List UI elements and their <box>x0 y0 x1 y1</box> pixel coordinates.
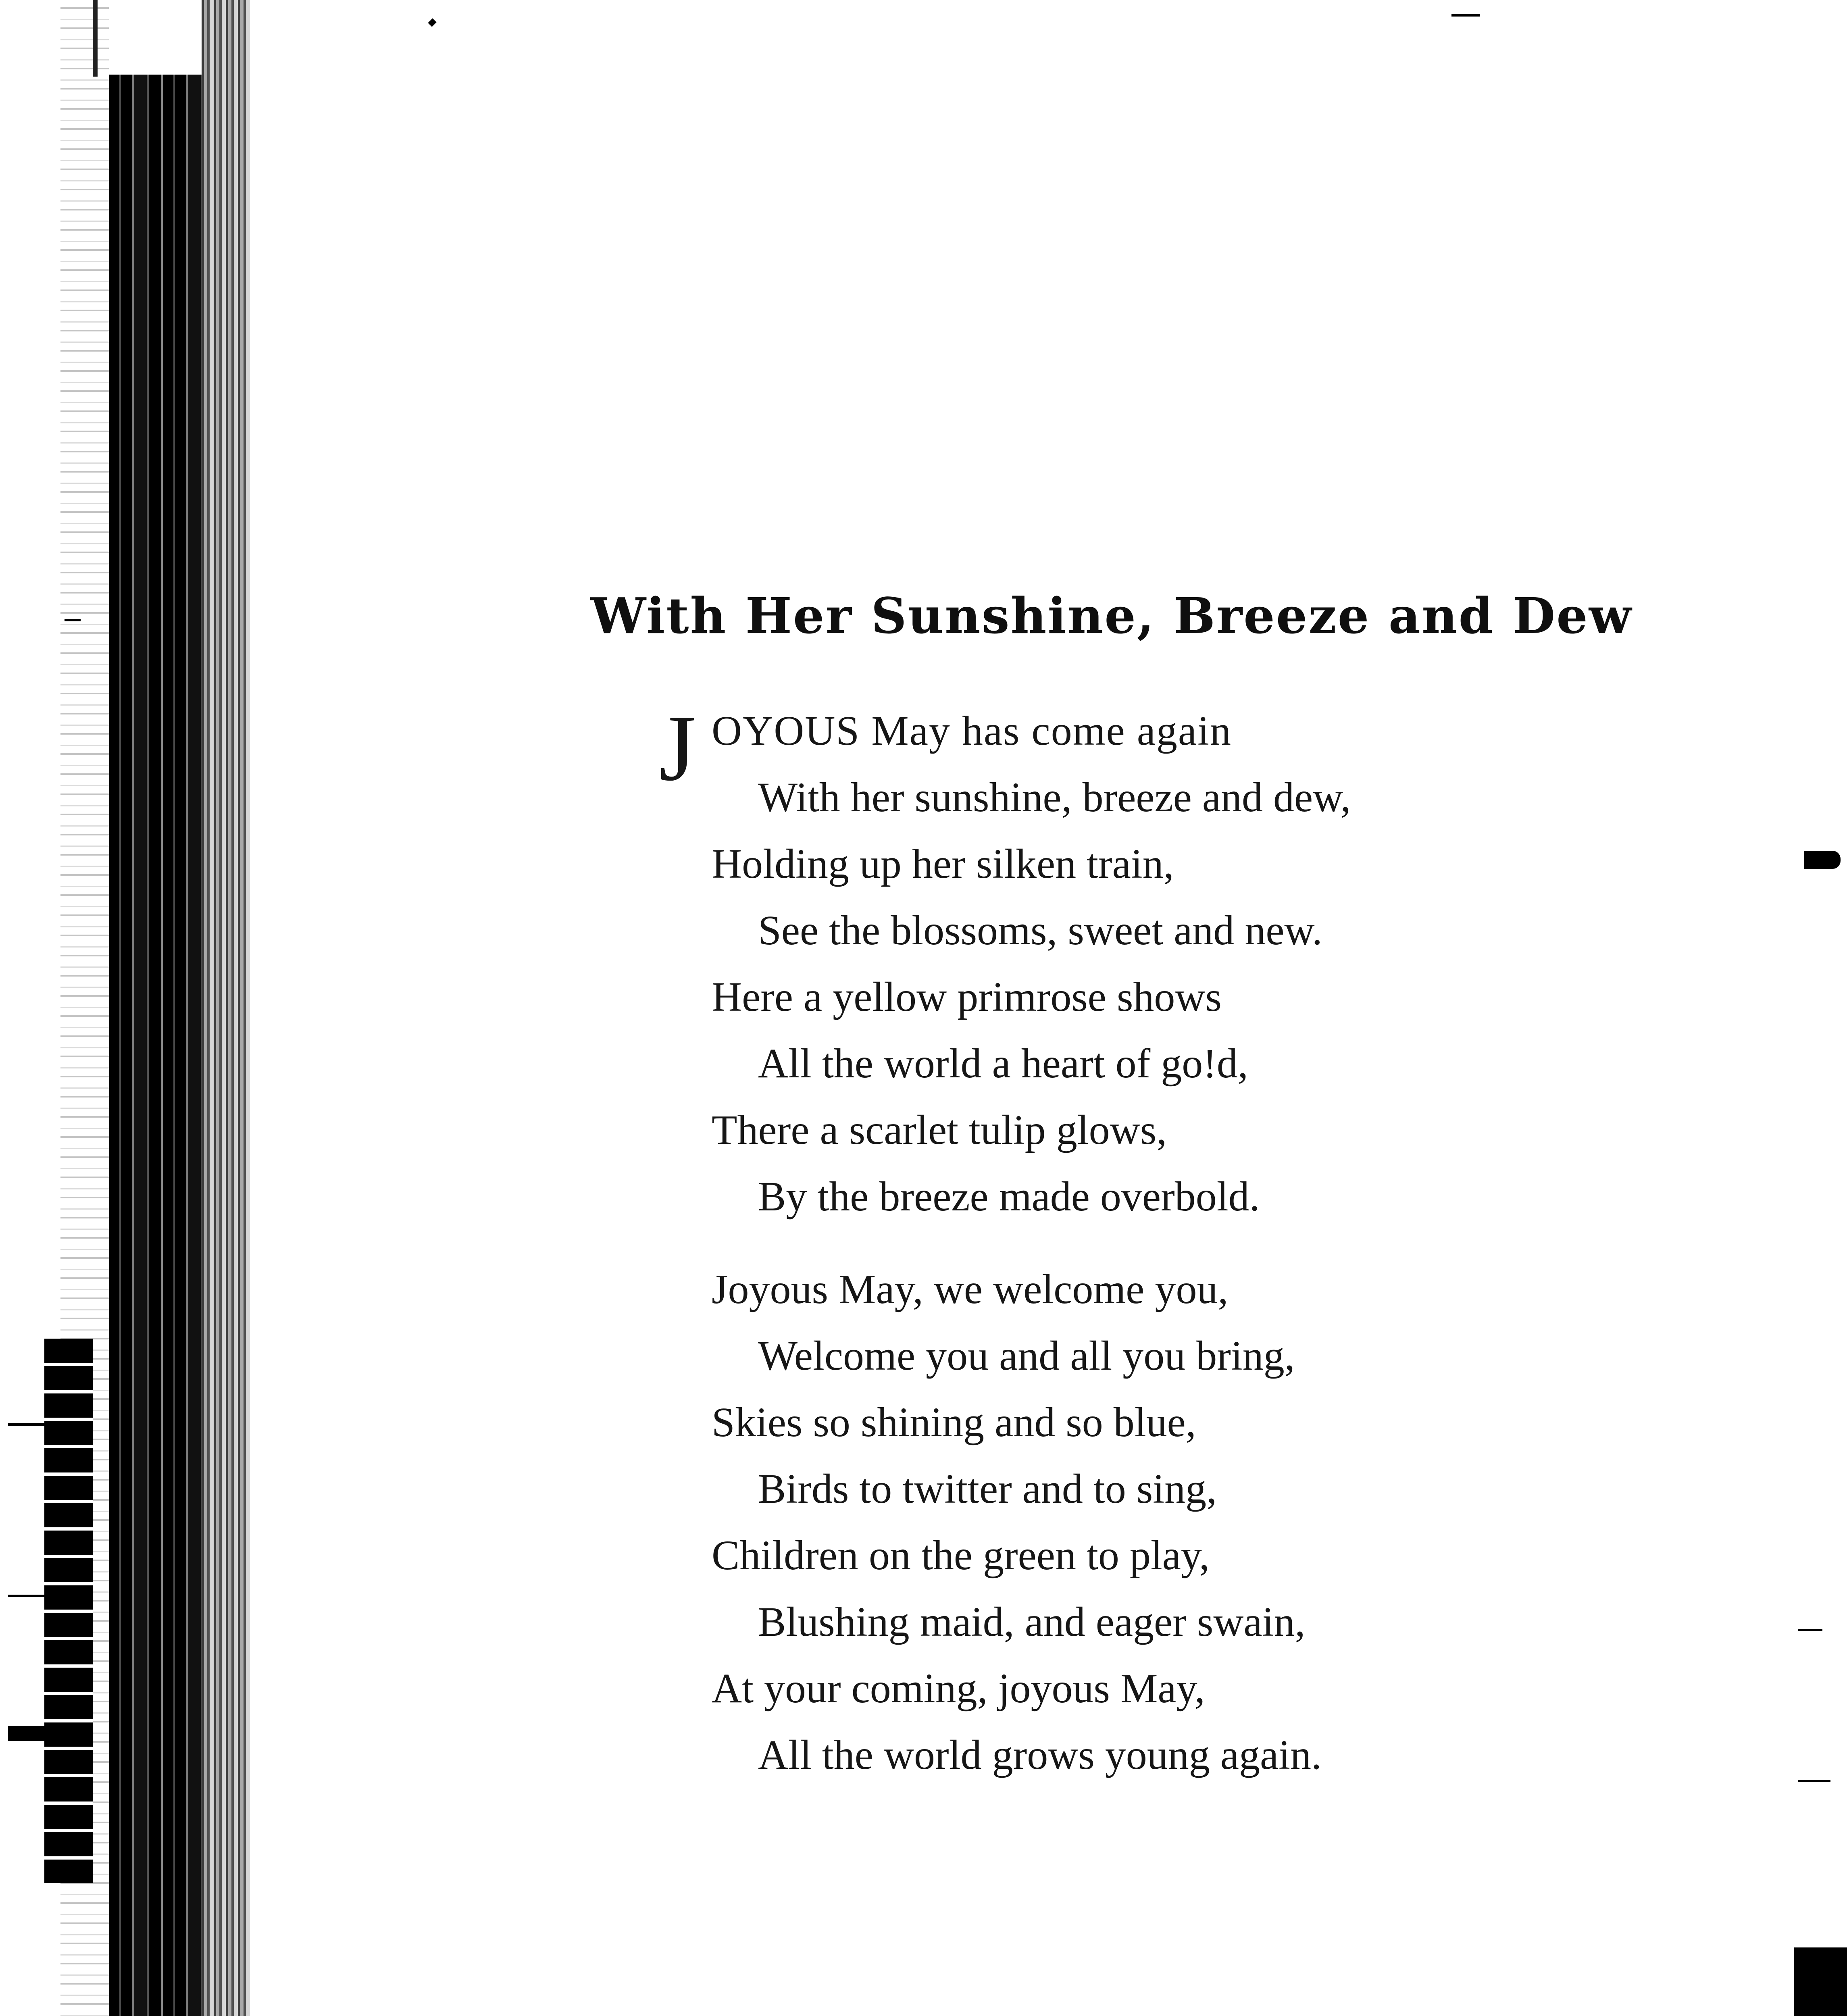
poem-line: Blushing maid, and eager swain, <box>758 1599 1306 1645</box>
poem-title: With Her Sunshine, Breeze and Dew <box>591 587 1633 645</box>
poem-line: Here a yellow primrose shows <box>712 974 1222 1020</box>
stanza <box>712 1256 1639 1788</box>
poem-line: Children on the green to play, <box>712 1532 1210 1579</box>
poem-line: There a scarlet tulip glows, <box>712 1107 1167 1153</box>
gutter-edge-band <box>202 0 250 2016</box>
gutter-block-stripes <box>44 1339 93 1883</box>
gutter-tick <box>65 619 81 621</box>
poem-line: Welcome you and all you bring, <box>758 1333 1295 1379</box>
drop-cap: J <box>659 696 696 800</box>
corner-speck <box>428 18 436 27</box>
scan-gutter <box>0 0 258 2016</box>
gutter-tab <box>8 1726 52 1741</box>
poem-line: All the world a heart of go!d, <box>758 1040 1248 1087</box>
gutter-tick <box>8 1595 56 1597</box>
poem-line: Skies so shining and so blue, <box>712 1399 1196 1445</box>
poem-line: See the blossoms, sweet and new. <box>758 907 1322 954</box>
gutter-dark-band <box>109 75 202 2016</box>
edge-dark-band <box>1794 1947 1847 2016</box>
poem-line: With her sunshine, breeze and dew, <box>758 774 1351 821</box>
gutter-top-line <box>93 0 98 77</box>
poem-line: Birds to twitter and to sing, <box>758 1466 1217 1512</box>
edge-mark <box>1804 851 1841 869</box>
poem-line-text: OYOUS May has come again <box>712 708 1232 754</box>
poem-line: At your coming, joyous May, <box>712 1665 1205 1712</box>
gutter-tick <box>8 1423 56 1426</box>
poem-line: Holding up her silken train, <box>712 841 1174 887</box>
top-dash-mark <box>1451 14 1480 17</box>
stanza <box>659 696 1639 1230</box>
edge-tick <box>1798 1629 1822 1631</box>
edge-tick <box>1798 1780 1830 1782</box>
poem-line: All the world grows young again. <box>758 1732 1322 1778</box>
poem-line: By the breeze made overbold. <box>758 1173 1260 1220</box>
poem-body <box>659 696 1639 1788</box>
poem-line: Joyous May, we welcome you, <box>712 1266 1229 1312</box>
